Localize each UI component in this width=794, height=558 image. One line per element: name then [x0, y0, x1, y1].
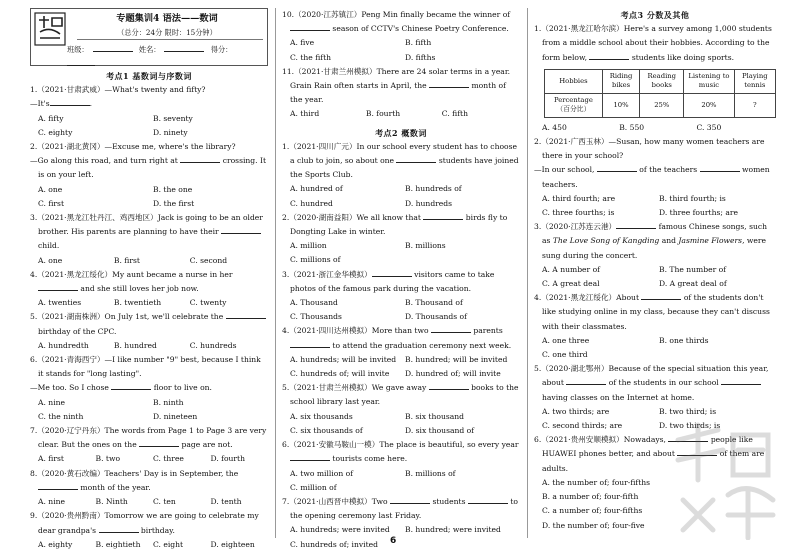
option[interactable]: D. Thousands of	[405, 312, 467, 322]
option[interactable]: A. one	[38, 184, 63, 194]
header-rule	[77, 39, 263, 40]
answer-blank[interactable]	[50, 97, 90, 106]
option[interactable]: B. seventy	[153, 113, 193, 123]
answer-blank[interactable]	[429, 79, 469, 88]
option[interactable]: B. millions of	[405, 468, 456, 478]
question-s2-7	[282, 495, 520, 552]
table-cell: Riding bikes	[602, 69, 639, 93]
answer-options	[282, 410, 520, 438]
answer-blank[interactable]	[139, 438, 179, 447]
option[interactable]: B. a number of; four-fifth	[542, 492, 639, 502]
question-2	[30, 140, 268, 211]
option[interactable]: A. hundreds; will be invited	[290, 354, 397, 364]
option[interactable]: B. eightieth	[95, 539, 141, 549]
option[interactable]: C. one third	[542, 350, 588, 360]
section-heading-3: 考点3 分数及其他	[620, 10, 690, 20]
answer-options	[534, 263, 776, 291]
option[interactable]: B. one thirds	[659, 335, 709, 345]
score-blank[interactable]	[67, 57, 95, 66]
option[interactable]: A. two million of	[290, 468, 354, 478]
question-stem: 6.（2021·青海西宁）—I like number "9" best, because I think it stands for "long lasting".	[30, 355, 261, 379]
table-cell: Hobbies	[545, 69, 603, 93]
option[interactable]: D. ninety	[153, 127, 188, 137]
option[interactable]: C. six thousands of	[290, 425, 363, 435]
option[interactable]: C. second thirds; are	[542, 421, 623, 431]
answer-blank[interactable]	[38, 282, 78, 291]
question-stem: 6.（2021·安徽马鞍山一模）The place is beautiful, so every year tourists come here.	[282, 440, 519, 464]
section-heading-2: 考点2 概数词	[375, 127, 427, 138]
question-stem: 10.（2020·江苏镇江）Peng Min finally became the winner of season of CCTV's Chinese Poetry Conference.	[282, 10, 511, 34]
option[interactable]: D. the first	[153, 198, 195, 208]
question-3	[30, 211, 268, 268]
option[interactable]: D. hundred of; will invite	[405, 369, 501, 379]
option[interactable]: C. a number of; four-fifths	[542, 506, 643, 516]
option[interactable]: B. six thousand	[405, 411, 465, 421]
option[interactable]: B. the one	[153, 184, 193, 194]
question-stem: 6.（2021·贵州安顺模拟）Nowadays, people like HUAWEI phones better, and about of them are adults.	[534, 435, 765, 473]
table-row	[545, 69, 776, 93]
table-cell: Reading books	[640, 69, 684, 93]
question-s3-2	[534, 135, 776, 220]
option[interactable]: B. fourth	[365, 109, 401, 119]
question-stem: 3.（2020·江苏连云港） famous Chinese songs, such as The Love Song of Kangding and Jasmine Flowers, were sung during the concert.	[534, 222, 768, 260]
answer-options	[30, 183, 268, 211]
hobby-survey-table	[544, 69, 776, 118]
question-s2-2	[282, 211, 520, 268]
option[interactable]: C. million of	[290, 482, 337, 492]
option[interactable]: B. Ninth	[95, 497, 128, 507]
option[interactable]: D. eighteen	[210, 539, 255, 549]
option[interactable]: C. hundreds of; will invite	[290, 369, 390, 379]
question-5	[30, 310, 268, 353]
option[interactable]: B. hundreds of	[405, 184, 462, 194]
question-7	[30, 424, 268, 467]
option[interactable]: A. third fourth; are	[542, 193, 616, 203]
answer-options	[30, 452, 268, 466]
option[interactable]: A. one	[38, 255, 63, 265]
option[interactable]: A. twenties	[38, 298, 82, 308]
answer-blank[interactable]	[180, 154, 220, 163]
answer-blank[interactable]	[290, 452, 330, 461]
answer-options	[30, 396, 268, 424]
worksheet-header	[30, 8, 268, 66]
option[interactable]: B. ninth	[153, 397, 184, 407]
question-stem-line: —In our school, of the teachers women teachers.	[534, 165, 770, 189]
option[interactable]: C. three fourths; is	[542, 208, 615, 218]
option[interactable]: B. two third; is	[659, 406, 717, 416]
option[interactable]: A. six thousands	[290, 411, 353, 421]
question-10	[282, 8, 520, 65]
question-stem: 2.（2020·湖南益阳）We all know that birds fly to Dongting Lake in winter.	[282, 212, 508, 237]
question-stem: 11.（2021·甘肃兰州模拟）There are 24 solar terms in a year. Grain Rain often starts in April, the month of the year.	[282, 66, 511, 105]
question-s2-5	[282, 381, 520, 438]
answer-blank[interactable]	[372, 268, 412, 277]
option[interactable]: C. hundred	[290, 198, 333, 208]
answer-options	[282, 523, 520, 551]
option[interactable]: C. first	[38, 198, 65, 208]
option[interactable]: D. nineteen	[153, 411, 198, 421]
question-6	[30, 353, 268, 424]
question-stem: 7.（2021·山西晋中模拟）Two students to the opening ceremony last Friday.	[282, 496, 518, 521]
option[interactable]: B. first	[113, 255, 140, 265]
worksheet-title: 专题集训4 语法——数词	[116, 13, 218, 24]
column-divider-2	[527, 8, 528, 538]
question-stem: 4.（2021·黑龙江绥化）My aunt became a nurse in her and she still loves her job now.	[30, 269, 233, 294]
question-s2-3	[282, 268, 520, 325]
option[interactable]: D. the number of; four-five	[542, 520, 645, 530]
option[interactable]: C. hundreds	[189, 340, 237, 350]
answer-blank[interactable]	[38, 481, 78, 490]
question-stem-line: —It's .	[30, 99, 93, 109]
option[interactable]: B. hundred; were invited	[405, 525, 501, 535]
table-cell: Percentage（百分比）	[545, 93, 603, 117]
answer-options	[30, 254, 268, 268]
question-stem-line: —Me too. So I chose floor to live on.	[30, 383, 212, 393]
answer-blank[interactable]	[221, 225, 261, 234]
option[interactable]: C. the fifth	[290, 52, 332, 62]
question-s2-4	[282, 324, 520, 381]
option[interactable]: B. 550	[619, 122, 645, 132]
answer-options	[534, 121, 776, 135]
option[interactable]: C. 350	[696, 122, 722, 132]
answer-options	[30, 296, 268, 310]
question-s2-6	[282, 438, 520, 495]
question-1	[30, 83, 268, 140]
option[interactable]: B. Thousand of	[405, 298, 463, 308]
class-label: 班级：	[67, 45, 89, 54]
question-s3-4	[534, 291, 776, 362]
table-cell: 20%	[684, 93, 734, 117]
name-blank[interactable]	[164, 43, 204, 52]
option[interactable]: A. 450	[542, 122, 567, 132]
option[interactable]: C. A great deal	[542, 279, 600, 289]
answer-blank[interactable]	[429, 381, 469, 390]
column-1	[30, 8, 268, 552]
option[interactable]: D. tenth	[210, 497, 242, 507]
column-divider-1	[275, 8, 276, 538]
option[interactable]: C. eighty	[38, 127, 73, 137]
question-stem: 1.（2021·四川广元）In our school every student has to choose a club to join, so about one students have joined the Sports Club.	[282, 141, 519, 180]
answer-blank[interactable]	[468, 495, 508, 504]
option[interactable]: A. hundred of	[290, 184, 343, 194]
answer-blank[interactable]	[111, 381, 151, 390]
option[interactable]: D. three fourths; are	[659, 208, 738, 218]
answer-options	[282, 182, 520, 210]
question-stem: 5.（2020·湖北鄂州）Because of the special situation this year, about of the students in our school having classes on the Internet at home.	[534, 364, 769, 402]
option[interactable]: B. The number of	[659, 264, 727, 274]
answer-blank[interactable]	[641, 291, 681, 300]
answer-blank[interactable]	[597, 163, 637, 172]
option[interactable]: A. A number of	[542, 264, 600, 274]
watermark-stamp-icon	[668, 420, 778, 540]
class-blank[interactable]	[93, 43, 133, 52]
page-number: 6	[390, 536, 397, 546]
option[interactable]: B. millions	[405, 241, 446, 251]
question-stem: 8.（2020·黄石改编）Teachers' Day is in September, the month of the year.	[30, 468, 239, 492]
option[interactable]: A. one three	[542, 335, 590, 345]
question-stem: 3.（2021·浙江金华模拟） visitors came to take photos of the famous park during the vacation.	[282, 269, 495, 293]
question-stem: 2.（2021·湖北黄冈）—Excuse me, where's the library?	[30, 142, 236, 152]
option[interactable]: B. hundred; will be invited	[405, 354, 508, 364]
answer-blank[interactable]	[589, 51, 629, 60]
option[interactable]: C. eight	[153, 539, 184, 549]
option[interactable]: A. first	[38, 454, 64, 464]
option[interactable]: D. hundreds	[405, 198, 453, 208]
option[interactable]: C. ten	[153, 497, 176, 507]
question-stem: 5.（2021·湖南株洲）On July 1st, we'll celebrate the birthday of the CPC.	[30, 310, 268, 338]
question-s2-1	[282, 140, 520, 211]
name-label: 姓名：	[138, 45, 161, 54]
question-s3-1	[534, 22, 776, 135]
answer-options	[534, 192, 776, 220]
answer-options	[282, 36, 520, 64]
option[interactable]: A. two thirds; are	[542, 406, 610, 416]
question-stem: 3.（2021·黑龙江牡丹江、鸡西地区）Jack is going to be an older brother. His parents are planning to have their child.	[30, 213, 263, 251]
option[interactable]: C. fifth	[441, 109, 468, 119]
option[interactable]: D. A great deal of	[659, 279, 727, 289]
score-label: 得分：	[210, 45, 233, 54]
table-cell: Listening to music	[684, 69, 734, 93]
option[interactable]: D. fourth	[210, 454, 245, 464]
table-cell: 10%	[602, 93, 639, 117]
answer-blank[interactable]	[431, 324, 471, 333]
question-9	[30, 509, 268, 552]
table-row	[545, 93, 776, 117]
answer-blank[interactable]	[423, 211, 463, 220]
answer-options	[30, 112, 268, 140]
question-stem: 2.（2021·广西玉林）—Susan, how many women teachers are there in your school?	[534, 137, 765, 161]
question-stem: 9.（2020·贵州黔南）Tomorrow we are going to celebrate my dear grandpa's birthday.	[30, 511, 259, 535]
section-heading-1: 考点1 基数词与序数词	[106, 71, 192, 81]
table-cell: ?	[734, 93, 775, 117]
option[interactable]: B. fifth	[405, 38, 432, 48]
question-stem: 4.（2021·黑龙江绥化）About of the students don't like studying online in my class, because they can't discuss with their classmates.	[534, 293, 770, 331]
answer-options	[282, 353, 520, 381]
answer-options	[30, 339, 268, 353]
answer-blank[interactable]	[226, 310, 266, 319]
option[interactable]: A. the number of; four-fifths	[542, 477, 651, 487]
option[interactable]: C. Thousands	[290, 312, 342, 322]
option[interactable]: C. hundreds of; invited	[290, 539, 378, 549]
answer-options	[282, 107, 520, 121]
answer-blank[interactable]	[721, 376, 761, 385]
answer-options	[534, 334, 776, 362]
option[interactable]: D. fifths	[405, 52, 436, 62]
option[interactable]: C. second	[189, 255, 228, 265]
option[interactable]: A. million	[290, 241, 327, 251]
option[interactable]: B. hundred	[113, 340, 157, 350]
answer-options	[282, 467, 520, 495]
answer-blank[interactable]	[566, 376, 606, 385]
answer-blank[interactable]	[290, 22, 330, 31]
answer-blank[interactable]	[396, 154, 436, 163]
option[interactable]: C. three	[153, 454, 184, 464]
option[interactable]: C. millions of	[290, 255, 341, 265]
option[interactable]: A. fifty	[38, 113, 64, 123]
answer-blank[interactable]	[290, 339, 330, 348]
option[interactable]: D. six thousand of	[405, 425, 475, 435]
option[interactable]: A. nine	[38, 497, 66, 507]
answer-options	[282, 239, 520, 267]
table-cell: 25%	[640, 93, 684, 117]
question-4	[30, 268, 268, 311]
answer-blank[interactable]	[616, 220, 656, 229]
question-stem: 1.（2021·甘肃武威）—What's twenty and fifty?	[30, 85, 206, 95]
worksheet-subtitle: （总分：24分 限时：15分钟）	[117, 28, 217, 37]
answer-options	[30, 538, 268, 552]
answer-blank[interactable]	[390, 495, 430, 504]
option[interactable]: A. eighty	[38, 539, 73, 549]
answer-blank[interactable]	[700, 163, 740, 172]
table-cell: Playing tennis	[734, 69, 775, 93]
option[interactable]: D. two thirds; is	[659, 421, 721, 431]
question-stem: 1.（2021·黑龙江哈尔滨）Here's a survey among 1,000 students from a middle school about their hobbies. According to the form below, students like doing sports.	[534, 24, 772, 62]
option[interactable]: C. twenty	[189, 298, 227, 308]
publisher-logo-icon	[34, 12, 66, 46]
answer-blank[interactable]	[99, 524, 139, 533]
option[interactable]: B. third fourth; is	[659, 193, 726, 203]
column-2	[282, 8, 520, 552]
question-stem: 7.（2020·辽宁丹东）The words from Page 1 to Page 3 are very clear. But the ones on the page are not.	[30, 426, 267, 450]
option[interactable]: A. hundredth	[38, 340, 89, 350]
question-stem-line: —Go along this road, and turn right at crossing. It is on your left.	[30, 156, 267, 180]
answer-options	[282, 296, 520, 324]
option[interactable]: A. Thousand	[290, 298, 338, 308]
question-s3-3	[534, 220, 776, 291]
option[interactable]: B. twentieth	[113, 298, 162, 308]
question-stem: 4.（2021·四川达州模拟）More than two parents to attend the graduation ceremony next week.	[282, 326, 512, 350]
question-8	[30, 467, 268, 510]
option[interactable]: A. nine	[38, 397, 66, 407]
option[interactable]: A. third	[290, 109, 320, 119]
option[interactable]: B. two	[95, 454, 121, 464]
question-stem: 5.（2021·甘肃兰州模拟）We gave away books to the school library last year.	[282, 383, 519, 407]
student-info-fields	[67, 43, 263, 71]
option[interactable]: C. the ninth	[38, 411, 84, 421]
question-11	[282, 65, 520, 122]
option[interactable]: A. five	[290, 38, 315, 48]
answer-options	[30, 495, 268, 509]
option[interactable]: A. hundreds; were invited	[290, 525, 390, 535]
